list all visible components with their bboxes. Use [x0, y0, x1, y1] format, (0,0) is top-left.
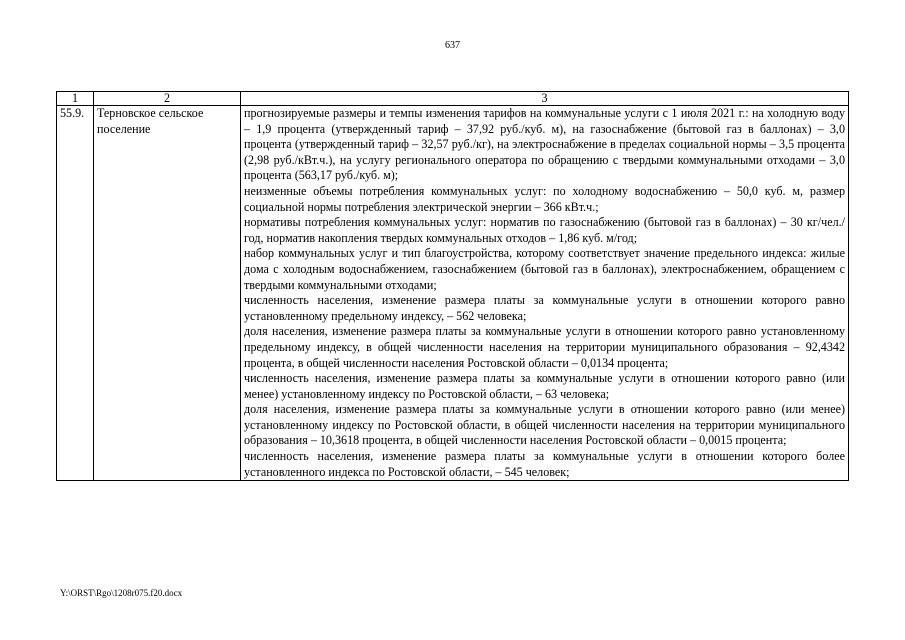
paragraph: доля населения, изменение размера платы за коммунальные услуги в отношении которого равно (или менее) установленному индексу по Ростовской области, в общей численности населения на территории муниципального образования – 10,3618 процента, в общей численности населения Ростовской области – 0,0015 процента; — [244, 402, 845, 448]
document-table — [56, 91, 849, 481]
paragraph: прогнозируемые размеры и темпы изменения тарифов на коммунальные услуги с 1 июля 2021 г.: на холодную воду – 1,9 процента (утвержденный тариф – 37,92 руб./куб. м), на газоснабжение (бытовой газ в баллонах) – 3,0 процента (утвержденный тариф – 32,57 руб./кг), на электроснабжение в пределах социальной нормы – 3,5 процента (2,98 руб./кВт.ч.), на услугу регионального оператора по обращению с твердыми коммунальными отходами – 3,0 процента (563,17 руб./куб. м); — [244, 106, 845, 183]
table-row — [57, 106, 849, 481]
header-cell: 1 — [57, 92, 94, 106]
settlement-name: Терновское сельское поселение — [94, 106, 241, 481]
paragraph: набор коммунальных услуг и тип благоустройства, которому соответствует значение предельного индекса: жилые дома с холодным водоснабжением, газоснабжением (бытовой газ в баллонах), электроснабжением, обращением с твердыми коммунальными отходами; — [244, 246, 845, 292]
paragraph: нормативы потребления коммунальных услуг: норматив по газоснабжению (бытовой газ в баллонах) – 30 кг/чел./год, норматив накопления твердых коммунальных отходов – 1,86 куб. м/год; — [244, 215, 845, 245]
paragraph: доля населения, изменение размера платы за коммунальные услуги в отношении которого равно установленному предельному индексу, в общей численности населения на территории муниципального образования – 92,4342 процента, в общей численности населения Ростовской области – 0,0134 процента; — [244, 324, 845, 370]
header-cell: 2 — [94, 92, 241, 106]
paragraph: численность населения, изменение размера платы за коммунальные услуги в отношении которого равно (или менее) установленному индексу по Ростовской области, – 63 человека; — [244, 371, 845, 401]
paragraph: неизменные объемы потребления коммунальных услуг: по холодному водоснабжению – 50,0 куб. м, размер социальной нормы потребления электрической энергии – 366 кВт.ч.; — [244, 183, 845, 214]
paragraph: численность населения, изменение размера платы за коммунальные услуги в отношении которого более установленного индекса по Ростовской области, – 545 человек; — [244, 449, 845, 479]
page-number: 637 — [445, 40, 460, 51]
table-header-row — [57, 92, 849, 106]
header-cell: 3 — [241, 92, 849, 106]
row-number: 55.9. — [57, 106, 94, 481]
row-description — [241, 106, 849, 481]
paragraph: численность населения, изменение размера платы за коммунальные услуги в отношении которого равно установленному предельному индексу, – 562 человека; — [244, 293, 845, 323]
file-path-footer: Y:\ORST\Rgo\1208r075.f20.docx — [60, 588, 183, 598]
